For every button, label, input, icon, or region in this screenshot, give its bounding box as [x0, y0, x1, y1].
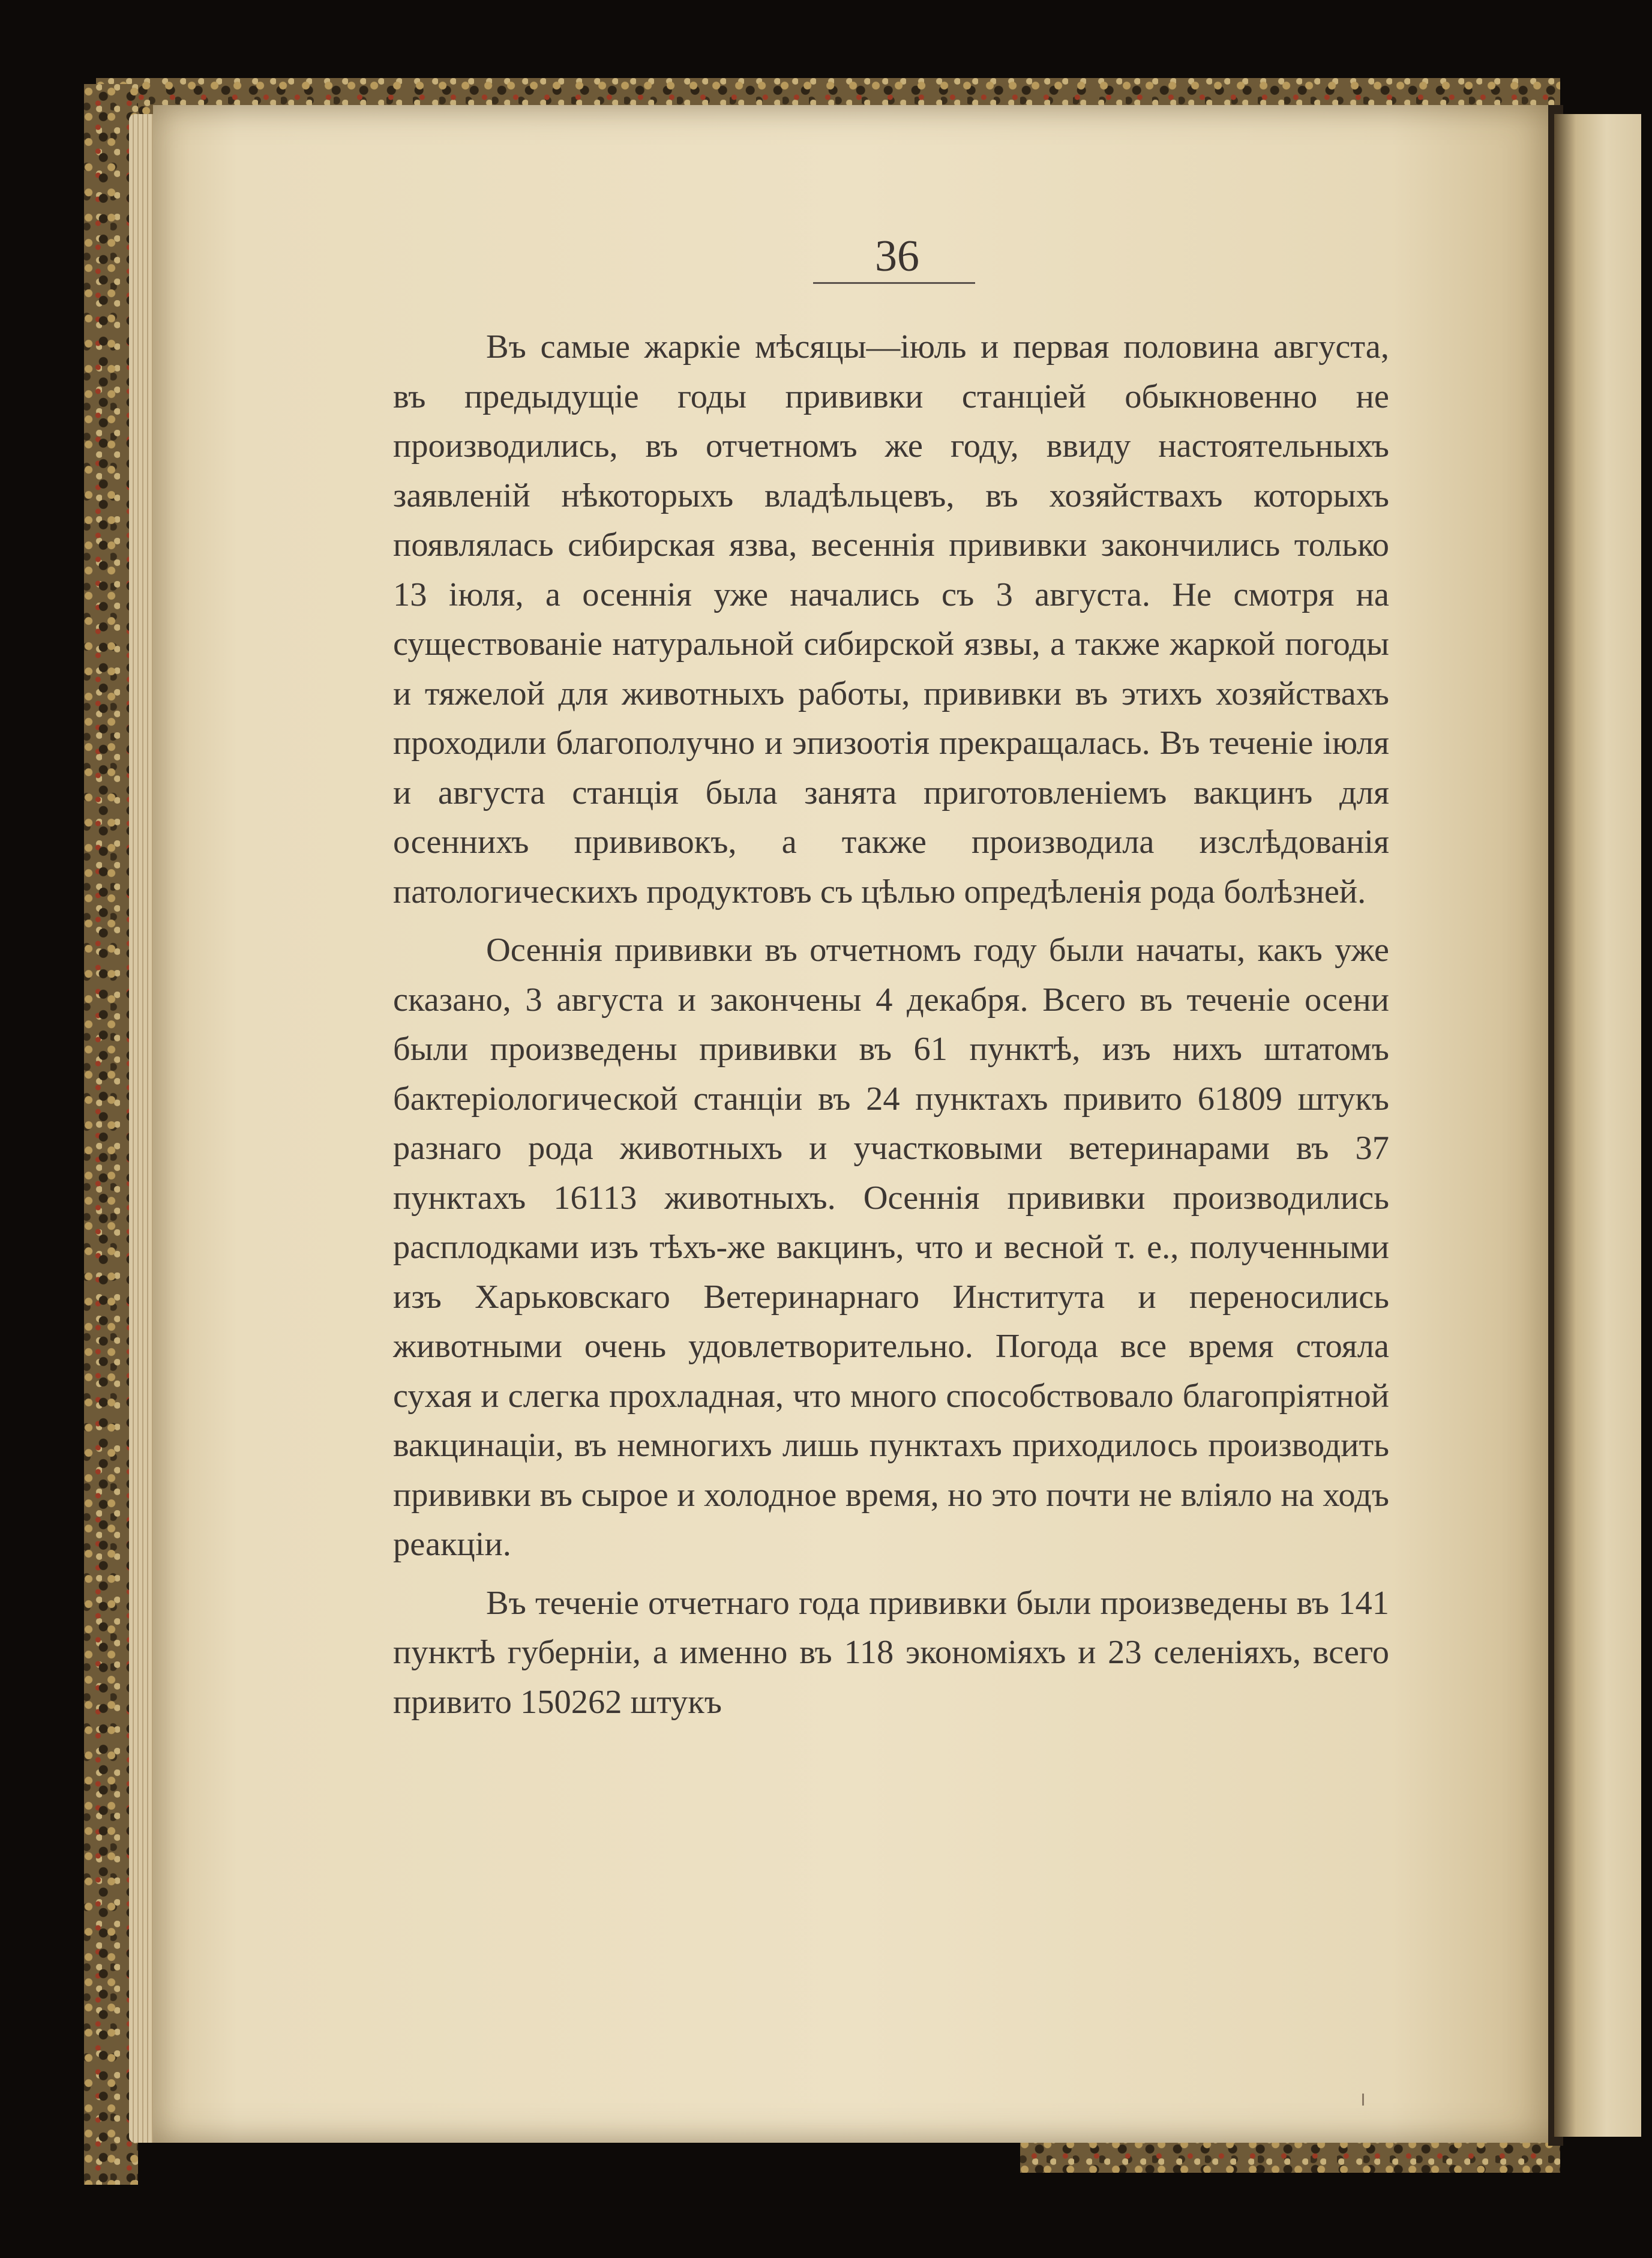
body-text: [393, 312, 1389, 1727]
paragraph: Осеннія прививки въ отчетномъ году были начаты, какъ уже сказано, 3 августа и закончены 4 декабря. Всего въ теченіе осени были произведены прививки въ 61 пунктѣ, изъ нихъ штатомъ бактеріологической станціи въ 24 пунктахъ привито 61809 штукъ разнаго рода животныхъ и участковыми ветеринарами въ 37 пунктахъ 16113 животныхъ. Осеннія прививки производились расплодками изъ тѣхъ-же вакцинъ, что и весной т. е., полученными изъ Харьковскаго Ветеринарнаго Института и переносились животными очень удовлетворительно. Погода все время стояла сухая и слегка прохладная, что много способствовало благопріятной вакцинаціи, въ немногихъ лишь пунктахъ приходилось производить прививки въ сырое и холодное время, но это почти не вліяло на ходъ реакціи.: [393, 932, 1389, 1563]
ink-mark: [1362, 2094, 1364, 2106]
paragraph: Въ самые жаркіе мѣсяцы—іюль и первая половина августа, въ предыдущіе годы прививки станціей обыкновенно не производились, въ отчетномъ же году, ввиду настоятельныхъ заявленій нѣкоторыхъ владѣльцевъ, въ хозяйствахъ которыхъ появлялась сибирская язва, весеннія прививки закончились только 13 іюля, а осеннія уже начались съ 3 августа. Не смотря на существованіе натуральной сибирской язвы, а также жаркой погоды и тяжелой для животныхъ работы, прививки въ этихъ хозяйствахъ проходили благополучно и эпизоотія прекращалась. Въ теченіе іюля и августа станція была занята приготовленіемъ вакцинъ для осеннихъ прививокъ, а также производила изслѣдованія патологическихъ продуктовъ съ цѣлью опредѣленія рода болѣзней.: [393, 328, 1389, 911]
page-number: 36: [875, 232, 919, 281]
next-page-edge: [1554, 114, 1641, 2137]
paragraph: Въ теченіе отчетнаго года прививки были произведены въ 141 пунктѣ губерніи, а именно въ 118 экономіяхъ и 23 селеніяхъ, всего привито 150262 штукъ: [393, 1584, 1389, 1721]
page-number-rule: [813, 282, 975, 284]
